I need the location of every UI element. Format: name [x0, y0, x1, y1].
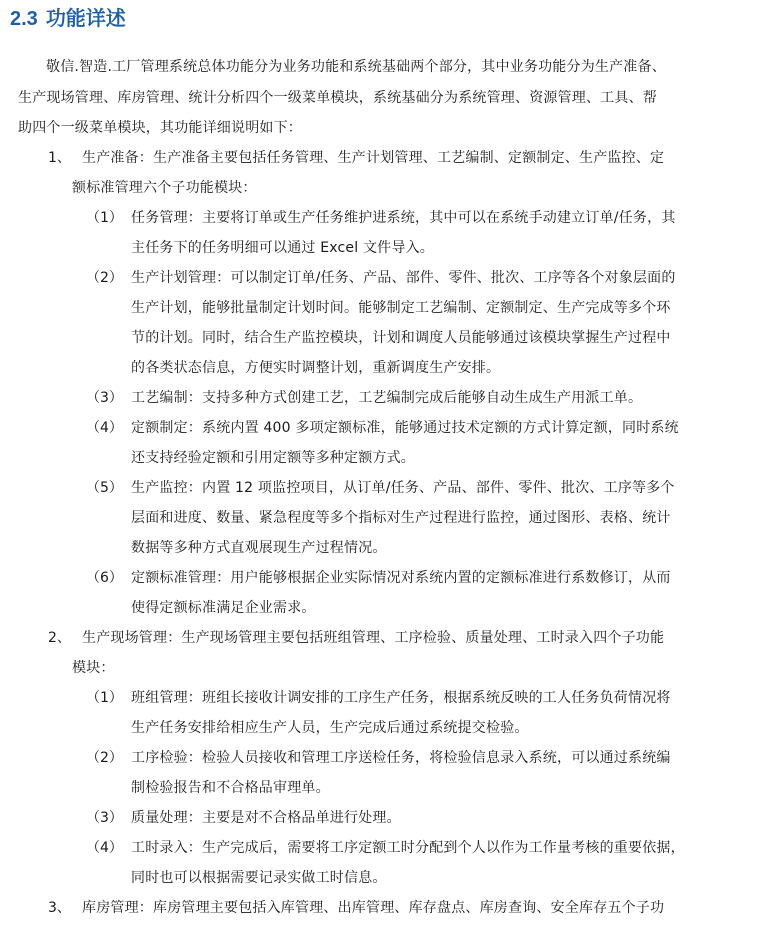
item-text-line: 生产准备：生产准备主要包括任务管理、生产计划管理、工艺编制、定额制定、生产监控、定 [82, 150, 665, 166]
intro-line: 敬信.智造.工厂管理系统总体功能分为业务功能和系统基础两个部分，其中业务功能分为生产准备、 [46, 59, 666, 75]
subitem-number: （3） [86, 810, 123, 826]
subitem-text-line: 工时录入：生产完成后，需要将工序定额工时分配到个人以作为工作量考核的重要依据， [131, 840, 685, 856]
subitem-text-line: 任务管理：主要将订单或生产任务维护进系统，其中可以在系统手动建立订单/任务，其 [131, 210, 676, 226]
subitem-text-line: 的各类状态信息，方便实时调整计划，重新调度生产安排。 [131, 360, 501, 376]
subitem-text-line: 班组管理：班组长接收计调安排的工序生产任务，根据系统反映的工人任务负荷情况将 [131, 690, 671, 706]
item-text-line: 库房管理：库房管理主要包括入库管理、出库管理、库存盘点、库房查询、安全库存五个子功 [82, 900, 665, 916]
item-text-line: 生产现场管理：生产现场管理主要包括班组管理、工序检验、质量处理、工时录入四个子功能 [82, 630, 665, 646]
subitem-text-line: 定额制定：系统内置 400 多项定额标准，能够通过技术定额的方式计算定额，同时系统 [131, 420, 679, 436]
subitem-text-line: 节的计划。同时，结合生产监控模块，计划和调度人员能够通过该模块掌握生产过程中 [131, 330, 671, 346]
subitem-text-line: 生产计划管理：可以制定订单/任务、产品、部件、零件、批次、工序等各个对象层面的 [131, 270, 676, 286]
subitem-text-line: 生产任务安排给相应生产人员，生产完成后通过系统提交检验。 [131, 720, 529, 736]
section-title: 功能详述 [45, 8, 126, 30]
subitem-text-line: 工序检验：检验人员接收和管理工序送检任务，将检验信息录入系统，可以通过系统编 [131, 750, 671, 766]
subitem-number: （1） [86, 210, 123, 226]
subitem-number: （2） [86, 270, 123, 286]
subitem-text-line: 使得定额标准满足企业需求。 [131, 600, 316, 616]
subitem-text-line: 主任务下的任务明细可以通过 Excel 文件导入。 [131, 240, 434, 256]
intro-line: 生产现场管理、库房管理、统计分析四个一级菜单模块，系统基础分为系统管理、资源管理、工具、帮 [18, 90, 657, 106]
item-number: 1、 [48, 150, 71, 166]
subitem-number: （4） [86, 420, 123, 436]
subitem-text-line: 生产监控：内置 12 项监控项目，从订单/任务、产品、部件、零件、批次、工序等多个 [131, 480, 675, 496]
subitem-text-line: 质量处理：主要是对不合格品单进行处理。 [131, 810, 401, 826]
subitem-text-line: 制检验报告和不合格品审理单。 [131, 780, 330, 796]
subitem-text-line: 同时也可以根据需要记录实做工时信息。 [131, 870, 387, 886]
subitem-text-line: 层面和进度、数量、紧急程度等多个指标对生产过程进行监控，通过图形、表格、统计 [131, 510, 671, 526]
item-number: 3、 [48, 900, 71, 916]
subitem-number: （1） [86, 690, 123, 706]
subitem-number: （6） [86, 570, 123, 586]
subitem-text-line: 生产计划，能够批量制定计划时间。能够制定工艺编制、定额制定、生产完成等多个环 [131, 300, 671, 316]
intro-line: 助四个一级菜单模块，其功能详细说明如下： [18, 120, 302, 136]
item-text-line: 额标准管理六个子功能模块： [72, 180, 257, 196]
subitem-text-line: 数据等多种方式直观展现生产过程情况。 [131, 540, 387, 556]
subitem-number: （5） [86, 480, 123, 496]
item-text-line: 模块： [72, 660, 115, 676]
subitem-text-line: 还支持经验定额和引用定额等多种定额方式。 [131, 450, 415, 466]
subitem-text-line: 定额标准管理：用户能够根据企业实际情况对系统内置的定额标准进行系数修订，从而 [131, 570, 671, 586]
subitem-number: （2） [86, 750, 123, 766]
section-number: 2.3 [10, 8, 38, 30]
section-heading [10, 4, 126, 34]
item-number: 2、 [48, 630, 71, 646]
subitem-number: （4） [86, 840, 123, 856]
subitem-number: （3） [86, 390, 123, 406]
subitem-text-line: 工艺编制：支持多种方式创建工艺，工艺编制完成后能够自动生成生产用派工单。 [131, 390, 643, 406]
